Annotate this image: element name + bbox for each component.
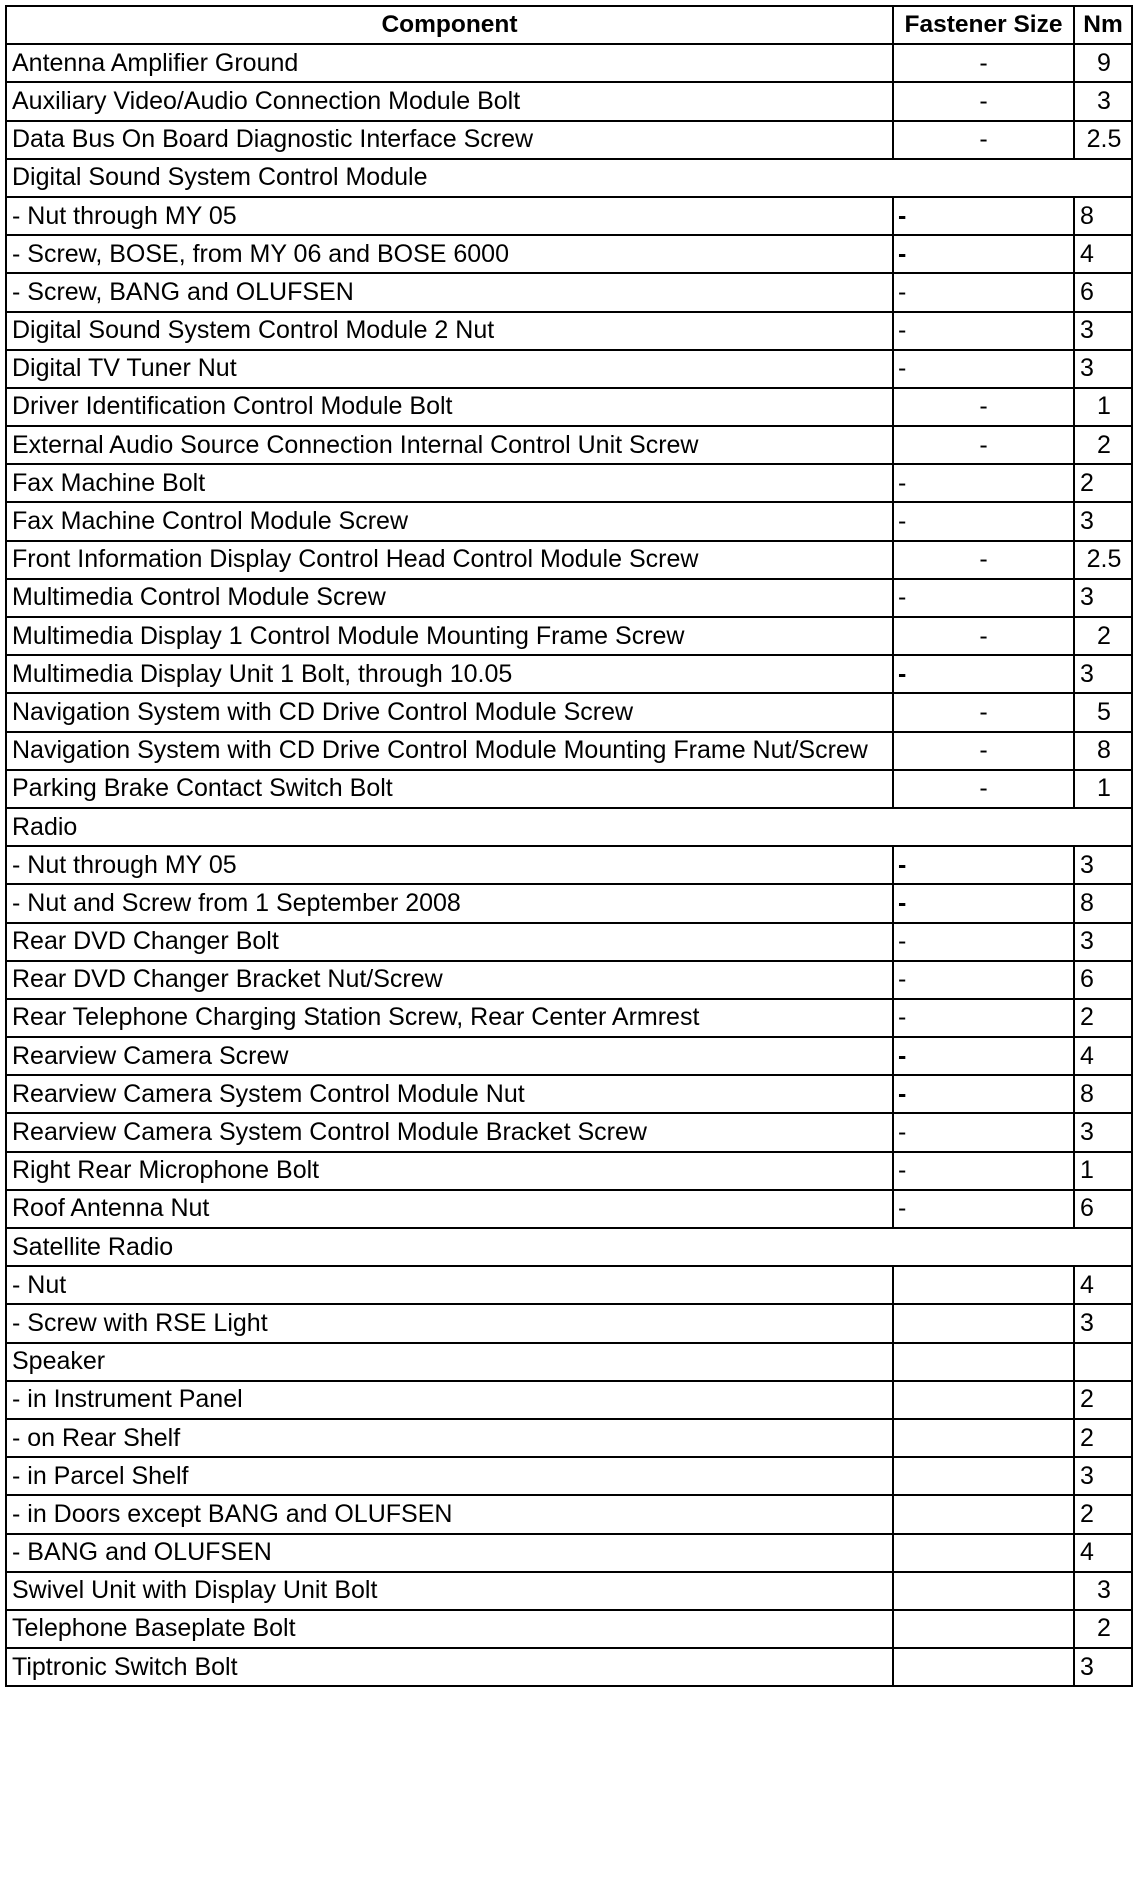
table-row	[6, 770, 1132, 808]
torque-nm-cell: 4	[1074, 235, 1132, 273]
torque-nm-cell: 2	[1074, 426, 1132, 464]
table-row	[6, 846, 1132, 884]
component-cell: Tiptronic Switch Bolt	[6, 1648, 893, 1686]
torque-nm-cell: 1	[1074, 388, 1132, 426]
component-cell: Multimedia Display 1 Control Module Mounting Frame Screw	[6, 617, 893, 655]
fastener-size-cell: -	[893, 1152, 1074, 1190]
torque-nm-cell: 6	[1074, 961, 1132, 999]
fastener-size-cell: -	[893, 617, 1074, 655]
table-row	[6, 732, 1132, 770]
fastener-size-cell: -	[893, 732, 1074, 770]
component-cell: - Nut and Screw from 1 September 2008	[6, 884, 893, 922]
component-cell: - Nut through MY 05	[6, 846, 893, 884]
component-cell: - Nut	[6, 1266, 893, 1304]
component-cell: - Screw, BOSE, from MY 06 and BOSE 6000	[6, 235, 893, 273]
torque-nm-cell: 2	[1074, 464, 1132, 502]
table-body	[6, 44, 1132, 1686]
section-heading-row	[6, 808, 1132, 846]
component-cell: - in Instrument Panel	[6, 1381, 893, 1419]
fastener-size-cell: -	[893, 999, 1074, 1037]
column-header-nm: Nm	[1074, 6, 1132, 44]
component-cell: Fax Machine Control Module Screw	[6, 502, 893, 540]
fastener-size-cell: -	[893, 884, 1074, 922]
torque-nm-cell: 3	[1074, 1113, 1132, 1151]
fastener-size-cell: -	[893, 273, 1074, 311]
torque-spec-document	[5, 5, 1131, 1687]
fastener-size-cell: -	[893, 502, 1074, 540]
table-row	[6, 1113, 1132, 1151]
table-row	[6, 464, 1132, 502]
fastener-size-cell	[893, 1572, 1074, 1610]
component-cell: Parking Brake Contact Switch Bolt	[6, 770, 893, 808]
torque-nm-cell: 2	[1074, 1495, 1132, 1533]
table-row	[6, 1610, 1132, 1648]
fastener-size-cell: -	[893, 350, 1074, 388]
component-cell: Telephone Baseplate Bolt	[6, 1610, 893, 1648]
component-cell: - in Parcel Shelf	[6, 1457, 893, 1495]
component-cell: Rear Telephone Charging Station Screw, Rear Center Armrest	[6, 999, 893, 1037]
fastener-size-cell	[893, 1648, 1074, 1686]
table-row	[6, 273, 1132, 311]
fastener-size-cell: -	[893, 388, 1074, 426]
torque-nm-cell: 3	[1074, 1304, 1132, 1342]
table-row	[6, 44, 1132, 82]
fastener-size-cell: -	[893, 923, 1074, 961]
component-cell: Navigation System with CD Drive Control Module Screw	[6, 693, 893, 731]
table-row	[6, 1304, 1132, 1342]
fastener-size-cell: -	[893, 464, 1074, 502]
component-cell: Antenna Amplifier Ground	[6, 44, 893, 82]
fastener-size-cell: -	[893, 1113, 1074, 1151]
torque-nm-cell: 9	[1074, 44, 1132, 82]
component-cell: - Nut through MY 05	[6, 197, 893, 235]
component-cell: Rear DVD Changer Bracket Nut/Screw	[6, 961, 893, 999]
fastener-size-cell: -	[893, 82, 1074, 120]
table-row	[6, 388, 1132, 426]
table-row	[6, 1534, 1132, 1572]
table-row	[6, 121, 1132, 159]
component-cell: Multimedia Display Unit 1 Bolt, through 10.05	[6, 655, 893, 693]
component-cell: Fax Machine Bolt	[6, 464, 893, 502]
table-row	[6, 502, 1132, 540]
fastener-size-cell: -	[893, 770, 1074, 808]
column-header-fastener-size: Fastener Size	[893, 6, 1074, 44]
table-row	[6, 999, 1132, 1037]
component-cell: Multimedia Control Module Screw	[6, 579, 893, 617]
table-row	[6, 82, 1132, 120]
table-row	[6, 426, 1132, 464]
torque-nm-cell: 1	[1074, 1152, 1132, 1190]
component-cell: - Screw with RSE Light	[6, 1304, 893, 1342]
torque-nm-cell: 2	[1074, 617, 1132, 655]
header-row	[6, 6, 1132, 44]
table-row	[6, 1495, 1132, 1533]
torque-nm-cell: 2	[1074, 999, 1132, 1037]
fastener-size-cell	[893, 1343, 1074, 1381]
torque-nm-cell: 6	[1074, 273, 1132, 311]
fastener-size-cell: -	[893, 426, 1074, 464]
component-cell: Auxiliary Video/Audio Connection Module Bolt	[6, 82, 893, 120]
fastener-size-cell: -	[893, 541, 1074, 579]
component-cell: Navigation System with CD Drive Control Module Mounting Frame Nut/Screw	[6, 732, 893, 770]
component-cell: Rearview Camera System Control Module Nut	[6, 1075, 893, 1113]
component-cell: - on Rear Shelf	[6, 1419, 893, 1457]
table-row	[6, 961, 1132, 999]
component-cell: Data Bus On Board Diagnostic Interface Screw	[6, 121, 893, 159]
torque-nm-cell: 3	[1074, 1457, 1132, 1495]
torque-nm-cell: 2	[1074, 1381, 1132, 1419]
fastener-size-cell: -	[893, 961, 1074, 999]
table-row	[6, 579, 1132, 617]
table-row	[6, 1075, 1132, 1113]
section-heading: Radio	[6, 808, 1132, 846]
fastener-size-cell: -	[893, 312, 1074, 350]
component-cell: Front Information Display Control Head Control Module Screw	[6, 541, 893, 579]
fastener-size-cell: -	[893, 655, 1074, 693]
torque-nm-cell: 2	[1074, 1419, 1132, 1457]
component-cell: - BANG and OLUFSEN	[6, 1534, 893, 1572]
torque-nm-cell: 3	[1074, 82, 1132, 120]
torque-nm-cell: 5	[1074, 693, 1132, 731]
torque-nm-cell: 3	[1074, 923, 1132, 961]
component-cell: Speaker	[6, 1343, 893, 1381]
torque-nm-cell: 1	[1074, 770, 1132, 808]
fastener-size-cell	[893, 1304, 1074, 1342]
fastener-size-cell	[893, 1534, 1074, 1572]
torque-nm-cell	[1074, 1343, 1132, 1381]
component-cell: Rearview Camera System Control Module Bracket Screw	[6, 1113, 893, 1151]
torque-nm-cell: 6	[1074, 1190, 1132, 1228]
component-cell: Rearview Camera Screw	[6, 1037, 893, 1075]
fastener-size-cell	[893, 1457, 1074, 1495]
section-heading: Digital Sound System Control Module	[6, 159, 1132, 197]
torque-nm-cell: 3	[1074, 1648, 1132, 1686]
table-row	[6, 655, 1132, 693]
table-row	[6, 235, 1132, 273]
component-cell: Right Rear Microphone Bolt	[6, 1152, 893, 1190]
table-row	[6, 312, 1132, 350]
torque-nm-cell: 8	[1074, 197, 1132, 235]
component-cell: Rear DVD Changer Bolt	[6, 923, 893, 961]
torque-nm-cell: 3	[1074, 350, 1132, 388]
table-row	[6, 1572, 1132, 1610]
table-row	[6, 1266, 1132, 1304]
torque-nm-cell: 8	[1074, 732, 1132, 770]
component-cell: Swivel Unit with Display Unit Bolt	[6, 1572, 893, 1610]
torque-nm-cell: 3	[1074, 579, 1132, 617]
table-row	[6, 1343, 1132, 1381]
table-row	[6, 1457, 1132, 1495]
fastener-size-cell	[893, 1381, 1074, 1419]
table-row	[6, 1648, 1132, 1686]
table-row	[6, 1381, 1132, 1419]
torque-nm-cell: 3	[1074, 502, 1132, 540]
torque-spec-table	[5, 5, 1133, 1687]
section-heading-row	[6, 1228, 1132, 1266]
table-row	[6, 350, 1132, 388]
component-cell: Digital TV Tuner Nut	[6, 350, 893, 388]
torque-nm-cell: 8	[1074, 1075, 1132, 1113]
torque-nm-cell: 4	[1074, 1266, 1132, 1304]
fastener-size-cell: -	[893, 1190, 1074, 1228]
fastener-size-cell	[893, 1419, 1074, 1457]
table-row	[6, 1419, 1132, 1457]
torque-nm-cell: 8	[1074, 884, 1132, 922]
table-row	[6, 923, 1132, 961]
section-heading: Satellite Radio	[6, 1228, 1132, 1266]
torque-nm-cell: 3	[1074, 312, 1132, 350]
fastener-size-cell: -	[893, 693, 1074, 731]
component-cell: Roof Antenna Nut	[6, 1190, 893, 1228]
table-row	[6, 693, 1132, 731]
fastener-size-cell: -	[893, 197, 1074, 235]
fastener-size-cell: -	[893, 235, 1074, 273]
torque-nm-cell: 3	[1074, 655, 1132, 693]
torque-nm-cell: 2	[1074, 1610, 1132, 1648]
component-cell: - Screw, BANG and OLUFSEN	[6, 273, 893, 311]
torque-nm-cell: 2.5	[1074, 541, 1132, 579]
component-cell: Digital Sound System Control Module 2 Nut	[6, 312, 893, 350]
torque-nm-cell: 3	[1074, 846, 1132, 884]
component-cell: External Audio Source Connection Internal Control Unit Screw	[6, 426, 893, 464]
fastener-size-cell: -	[893, 1037, 1074, 1075]
table-row	[6, 617, 1132, 655]
table-row	[6, 884, 1132, 922]
fastener-size-cell: -	[893, 846, 1074, 884]
table-row	[6, 1037, 1132, 1075]
fastener-size-cell: -	[893, 44, 1074, 82]
table-header	[6, 6, 1132, 44]
fastener-size-cell	[893, 1266, 1074, 1304]
fastener-size-cell: -	[893, 579, 1074, 617]
component-cell: - in Doors except BANG and OLUFSEN	[6, 1495, 893, 1533]
fastener-size-cell	[893, 1495, 1074, 1533]
component-cell: Driver Identification Control Module Bolt	[6, 388, 893, 426]
column-header-component: Component	[6, 6, 893, 44]
torque-nm-cell: 4	[1074, 1037, 1132, 1075]
section-heading-row	[6, 159, 1132, 197]
table-row	[6, 1152, 1132, 1190]
table-row	[6, 541, 1132, 579]
torque-nm-cell: 3	[1074, 1572, 1132, 1610]
table-row	[6, 1190, 1132, 1228]
table-row	[6, 197, 1132, 235]
fastener-size-cell: -	[893, 121, 1074, 159]
torque-nm-cell: 4	[1074, 1534, 1132, 1572]
torque-nm-cell: 2.5	[1074, 121, 1132, 159]
fastener-size-cell: -	[893, 1075, 1074, 1113]
fastener-size-cell	[893, 1610, 1074, 1648]
